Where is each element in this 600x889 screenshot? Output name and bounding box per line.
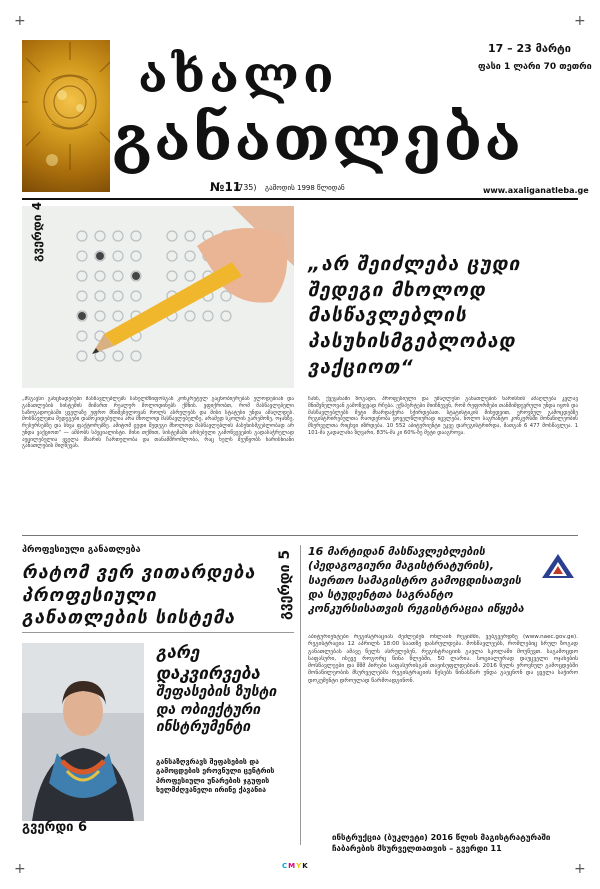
issue-date-range: 17 – 23 მარტი bbox=[488, 42, 571, 55]
professional-headline: რატომ ვერ ვითარდება პროფესიული განათლების სისტემა bbox=[22, 562, 256, 628]
section-label: პროფესიული განათლება bbox=[22, 545, 141, 555]
interview-subheadline: შეფასების ზუსტი და ობიექტური ინსტრუმენტი bbox=[156, 684, 277, 735]
lead-body-right: ჩანს, ქვეყანაში ზოგადი, პროფესიული და უმაღლესი განათლების ხარისხის ამაღლება კვლავ მნიშვნელოვან გამოწვევად რჩება. ექსპერტები მიიჩნევენ, რომ რეფორმები თანმიმდევრული უნდა იყოს და მასწავლებლებს მეტი მხარდაჭერა სჭირდებათ. სტატისტიკის მიხედვით, ეროვნულ გამოცდებზე რეგისტრირებულთა რაოდენობა ყოველწლიურად იცვლება, ხოლო საგრანტო კონკურსში მონაწილეობის მსურველთა რიცხვი იზრდება. 10 552 აბიტურიენტი უკვე დარეგისტრირდა, მათგან 6 477 მოსწავლეა. 1 101-მა გადალახა ზღვარი, 83%-მა კი 60%-ზე მეტი დააგროვა. bbox=[308, 396, 578, 436]
registration-footer: ინსტრუქცია (ბუკლეტი) 2016 წლის მაგისტრატურაში ჩაბარების მსურველთათვის – გვერდი 11 bbox=[332, 833, 551, 853]
masthead-rule bbox=[22, 198, 578, 200]
crop-mark: + bbox=[574, 861, 586, 877]
exam-sheet-photo bbox=[22, 206, 294, 388]
crop-mark: + bbox=[574, 13, 586, 29]
crop-mark: + bbox=[14, 13, 26, 29]
section-divider bbox=[22, 632, 294, 633]
interview-page-tag[interactable]: გვერდი 6 bbox=[22, 820, 88, 835]
naec-logo-icon bbox=[540, 552, 576, 580]
cmyk-print-mark: CMYK bbox=[282, 862, 309, 870]
issue-price: ფასი 1 ლარი 70 თეთრი bbox=[478, 62, 592, 72]
masthead-sun-emblem bbox=[22, 40, 110, 192]
section-divider bbox=[22, 535, 578, 536]
column-divider bbox=[300, 545, 301, 845]
interview-caption: განსაზღვრავს შეფასების და გამოცდების ეროვნული ცენტრის პროფესიული უნარების ჯგუფის ხელმძღვანელი ირინე ქავანია bbox=[156, 758, 275, 795]
lead-page-tag[interactable]: გვერდი 4 bbox=[30, 201, 44, 262]
issue-total: (735) bbox=[235, 183, 257, 192]
interview-headline: გარე დაკვირვება bbox=[156, 643, 260, 685]
lead-quote-headline: „არ შეიძლება ცუდი შედეგი მხოლოდ მასწავლებლის პასუხისმგებლობად ვაქციოთ“ bbox=[308, 253, 521, 378]
issue-number: №11 bbox=[210, 180, 242, 194]
registration-body: აბიტურიენტები რეგისტრაციას შეძლებენ ონლაინ რეჟიმში, ვებგვერდზე (www.naec.gov.ge). რეგისტრაცია 12 აპრილს 18:00 საათზე დასრულდება. მოსწავლეებს, რომლებიც სრულ ზოგად განათლებას ამავე წელს ასრულებენ, რეგისტრაციის გავლა სკოლაში მოუწევთ. საგამოცდო საფასური, ისევე როგორც წინა წლებში, 50 ლარია. სოციალურად დაუცველი ოჯახების მოსწავლეები და შშმ პირები საფასურისგან თავისუფლდებიან. 2016 წელს ეროვნულ გამოცდებში მონაწილეობის მსურველებმა რეგისტრაციის წესებს წინასწარ უნდა გაეცნონ და ყველა საჭირო დოკუმენტი დროულად წარმოადგინონ. bbox=[308, 634, 578, 684]
professional-page-tag[interactable]: გვერდი 5 bbox=[277, 549, 293, 620]
website-link[interactable]: www.axaliganatleba.ge bbox=[483, 186, 589, 195]
registration-headline: 16 მარტიდან მასწავლებლების (პედაგოგიური მაგისტრატურის), საერთო სამაგისტრო გამოცდისათვის და სტუდენტთა საგრანტო კონკურსისათვის რეგისტრაცია იწყება bbox=[308, 545, 524, 616]
lead-body-left: „მსგავსი განცხადებები მასწავლებლებს სახელმწიფოსგან კონკრეტულ გაცნობიერებას ელოდებიან და განათლების სისტემის მიმართ რეალურ მოლოდინებს ქმნის. ვფიქრობთ, რომ მასწავლებელი საზოგადოებაში ყველაზე უფრო მნიშვნელოვან როლს ასრულებს და მისი სტატუსი უნდა ამაღლდეს. მოსწავლეთა შედეგები დამოკიდებულია არა მხოლოდ მასწავლებელზე, არამედ სკოლის გარემოზე, ოჯახზე, რესურსებზე და სხვა ფაქტორებზე. ამიტომ ცუდი შედეგი მხოლოდ მასწავლებლის პასუხისმგებლობად არ უნდა ვაქციოთ“ — ამბობს სპეციალისტი. მისი თქმით, სისტემაში არსებული გამოწვევების გადასაჭრელად აუცილებელია ყველა მხარის ჩართულობა და თანამშრომლობა, რაც ხელს შეუწყობს ხარისხიანი განათლების მიღწევას. bbox=[22, 396, 294, 450]
masthead-title-line2: განათლება bbox=[112, 102, 524, 175]
crop-mark: + bbox=[14, 861, 26, 877]
masthead-title-line1: ახალი bbox=[138, 45, 338, 104]
interviewee-portrait bbox=[22, 643, 144, 821]
founded-line: გამოდის 1998 წლიდან bbox=[265, 184, 345, 192]
